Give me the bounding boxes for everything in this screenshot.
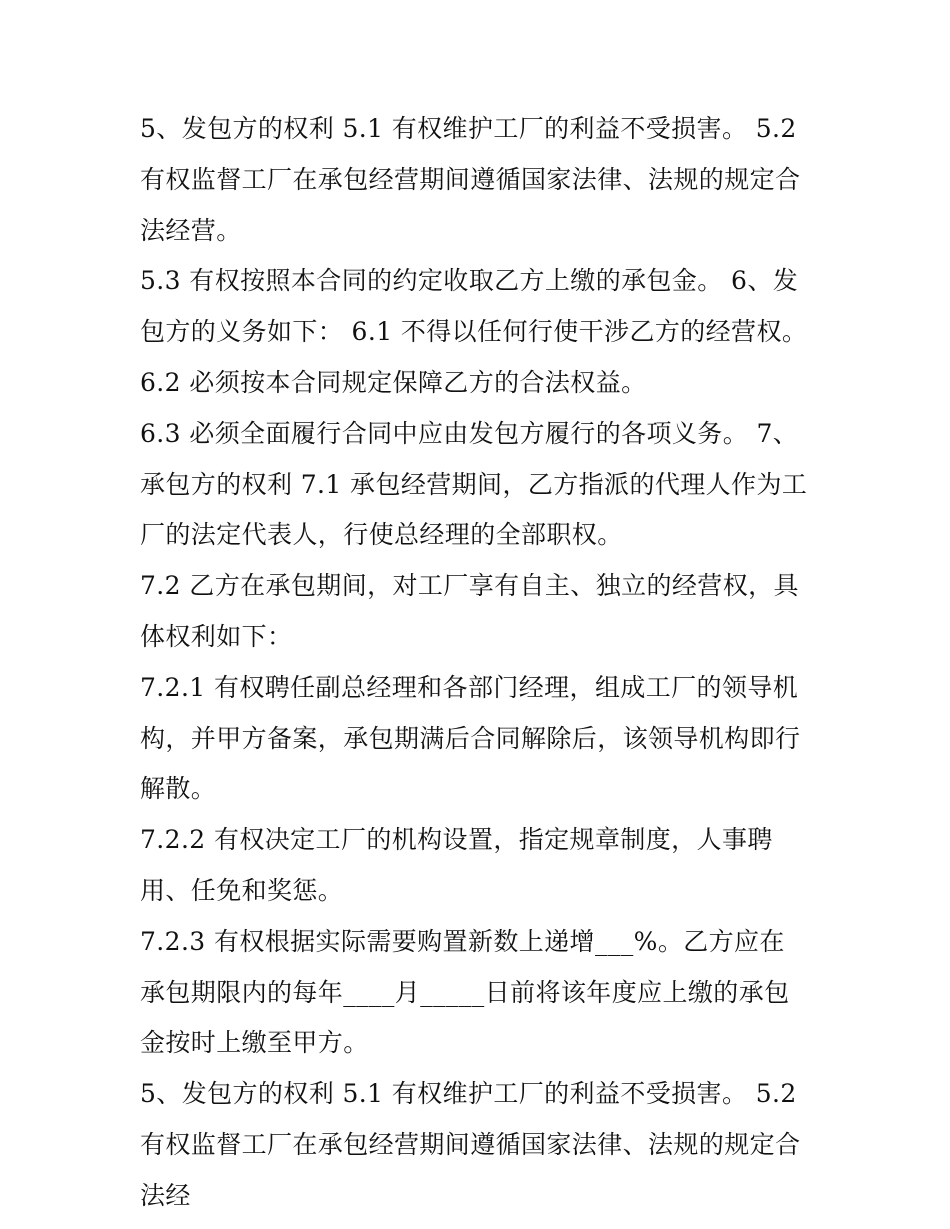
paragraph-7: 7.2.3 有权根据实际需要购置新数上递增___%。乙方应在承包期限内的每年____月_____日前将该年度应上缴的承包金按时上缴至甲方。 <box>140 926 790 1058</box>
paragraph-2: 5.3 有权按照本合同的约定收取乙方上缴的承包金。 6、发包方的义务如下： 6.1 不得以任何行使干涉乙方的经营权。 6.2 必须按本合同规定保障乙方的合法权益。 <box>140 266 808 397</box>
paragraph-5: 7.2.1 有权聘任副总经理和各部门经理，组成工厂的领导机构，并甲方备案，承包期满后合同解除后，该领导机构即行解散。 <box>140 672 801 804</box>
paragraph-6: 7.2.2 有权决定工厂的机构设置，指定规章制度，人事聘用、任免和奖惩。 <box>140 825 773 905</box>
document-body <box>140 104 810 1222</box>
paragraph-1: 5、发包方的权利 5.1 有权维护工厂的利益不受损害。 5.2 有权监督工厂在承包经营期间遵循国家法律、法规的规定合法经营。 <box>140 114 801 245</box>
paragraph-3: 6.3 必须全面履行合同中应由发包方履行的各项义务。 7、承包方的权利 7.1 承包经营期间，乙方指派的代理人作为工厂的法定代表人，行使总经理的全部职权。 <box>140 418 808 550</box>
paragraph-8: 5、发包方的权利 5.1 有权维护工厂的利益不受损害。 5.2 有权监督工厂在承包经营期间遵循国家法律、法规的规定合法经 <box>140 1079 801 1210</box>
paragraph-4: 7.2 乙方在承包期间，对工厂享有自主、独立的经营权，具体权利如下： <box>140 571 799 651</box>
